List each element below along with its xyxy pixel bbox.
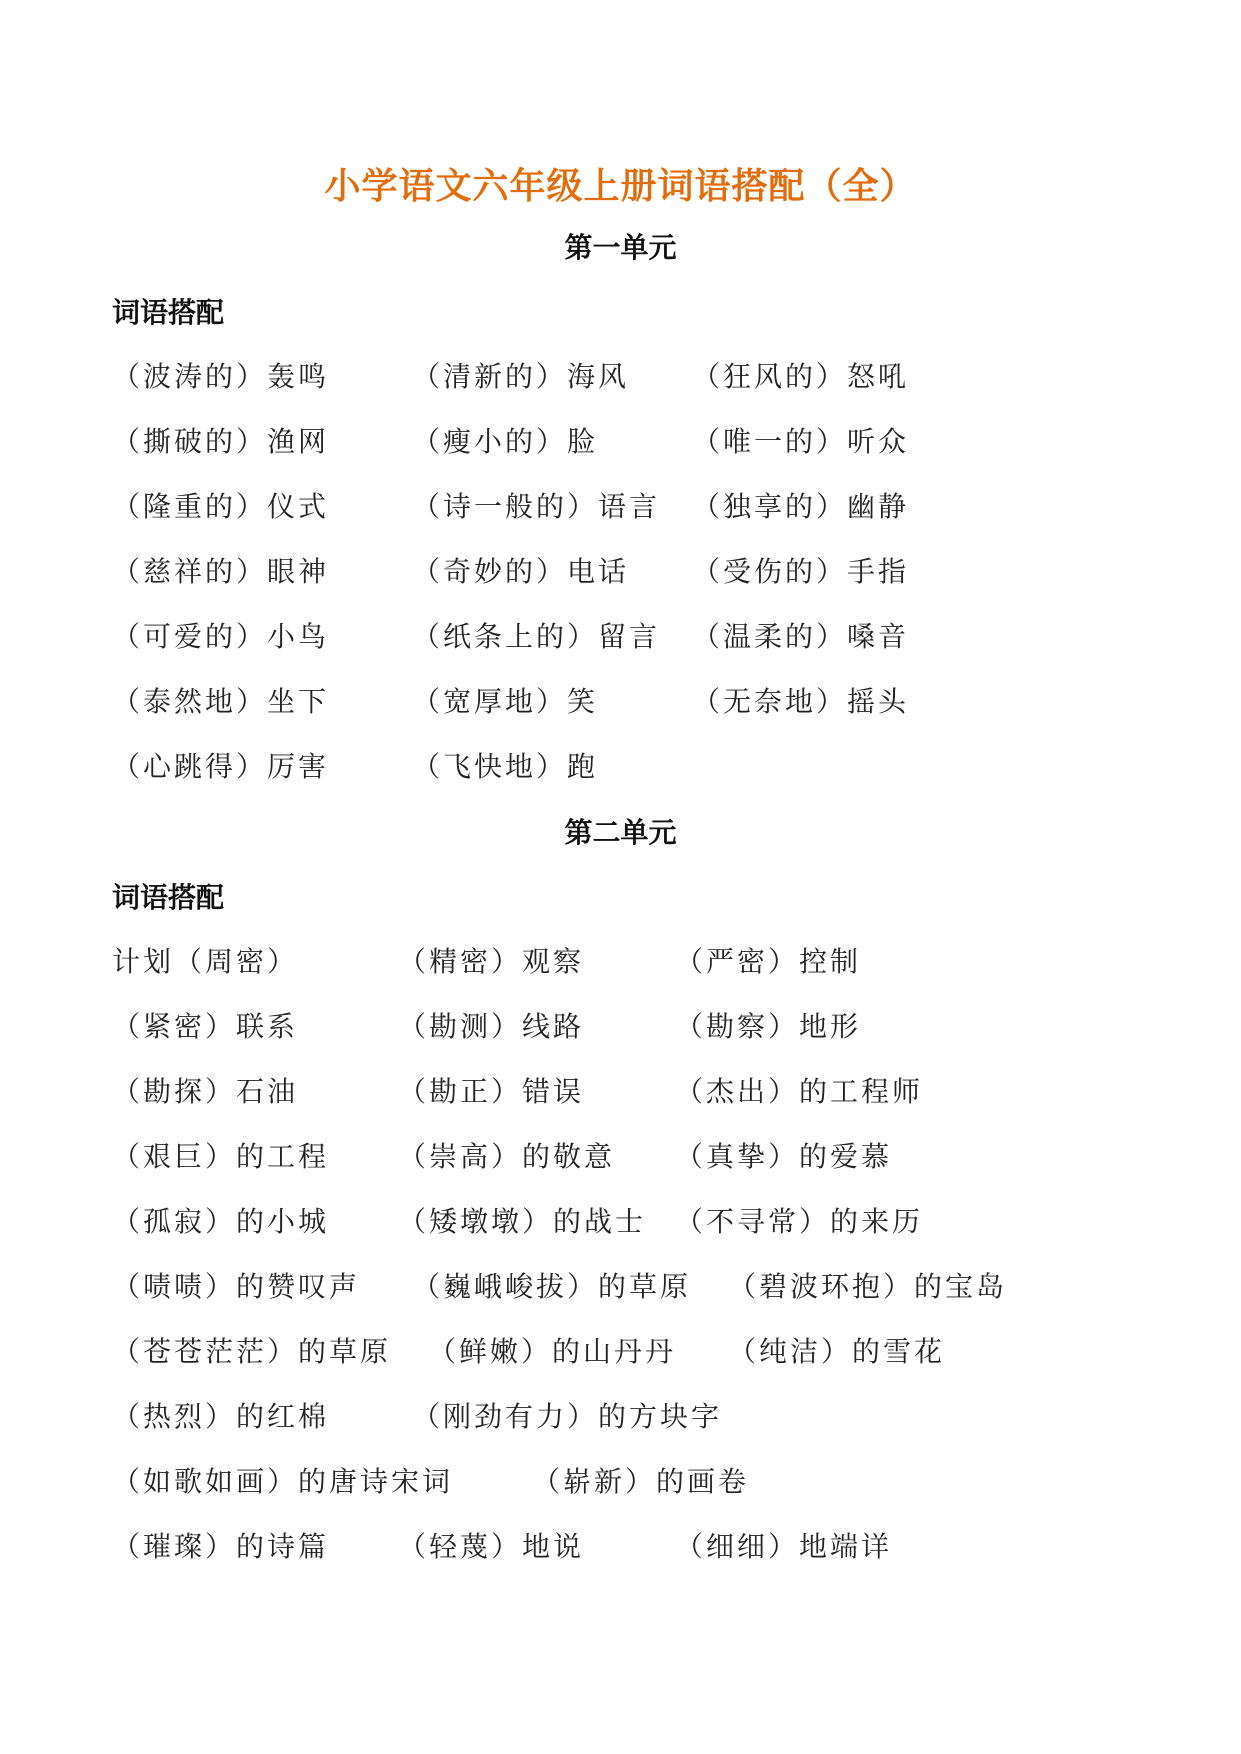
phrase: 计划（周密） [112, 945, 299, 978]
phrase: （崇高）的敬意 [398, 1140, 616, 1173]
unit-2-row [0, 1200, 1241, 1240]
unit-1-subheading: 词语搭配 [112, 296, 225, 329]
unit-2-subheading: 词语搭配 [112, 881, 225, 914]
phrase: （勘正）错误 [398, 1075, 585, 1108]
phrase: （严密）控制 [675, 945, 862, 978]
phrase: （碧波环抱）的宝岛 [728, 1270, 1008, 1303]
phrase: （轻蔑）地说 [398, 1530, 585, 1563]
unit-1-row [0, 550, 1241, 590]
phrase: （勘测）线路 [398, 1010, 585, 1043]
phrase: （瘦小的）脸 [412, 425, 599, 458]
phrase: （隆重的）仪式 [112, 490, 330, 523]
phrase: （紧密）联系 [112, 1010, 299, 1043]
unit-1-row [0, 680, 1241, 720]
phrase: （鲜嫩）的山丹丹 [428, 1335, 677, 1368]
phrase: （真挚）的爱慕 [675, 1140, 893, 1173]
phrase: （泰然地）坐下 [112, 685, 330, 718]
phrase: （如歌如画）的唐诗宋词 [112, 1465, 454, 1498]
phrase: （精密）观察 [398, 945, 585, 978]
unit-2-heading: 第二单元 [564, 816, 677, 849]
unit-1-row [0, 420, 1241, 460]
phrase: （可爱的）小鸟 [112, 620, 330, 653]
phrase: （唯一的）听众 [692, 425, 910, 458]
phrase: （狂风的）怒吼 [692, 360, 910, 393]
unit-2-row [0, 1005, 1241, 1045]
phrase: （诗一般的）语言 [412, 490, 661, 523]
unit-1-row [0, 355, 1241, 395]
phrase: （苍苍茫茫）的草原 [112, 1335, 392, 1368]
document-title: 小学语文六年级上册词语搭配（全） [324, 166, 917, 207]
phrase: （飞快地）跑 [412, 750, 599, 783]
phrase: （心跳得）厉害 [112, 750, 330, 783]
unit-1-row [0, 485, 1241, 525]
unit-2-row [0, 1265, 1241, 1305]
phrase: （崭新）的画卷 [532, 1465, 750, 1498]
phrase: （巍峨峻拔）的草原 [412, 1270, 692, 1303]
phrase: （宽厚地）笑 [412, 685, 599, 718]
unit-2-row [0, 1395, 1241, 1435]
phrase: （独享的）幽静 [692, 490, 910, 523]
unit-2-row [0, 1525, 1241, 1565]
phrase: （艰巨）的工程 [112, 1140, 330, 1173]
phrase: （孤寂）的小城 [112, 1205, 330, 1238]
phrase: （撕破的）渔网 [112, 425, 330, 458]
phrase: （受伤的）手指 [692, 555, 910, 588]
phrase: （勘探）石油 [112, 1075, 299, 1108]
phrase: （热烈）的红棉 [112, 1400, 330, 1433]
unit-1-row [0, 615, 1241, 655]
phrase: （慈祥的）眼神 [112, 555, 330, 588]
phrase: （清新的）海风 [412, 360, 630, 393]
unit-1-row [0, 745, 1241, 785]
unit-2-row [0, 1330, 1241, 1370]
unit-2-row [0, 940, 1241, 980]
phrase: （波涛的）轰鸣 [112, 360, 330, 393]
phrase: （杰出）的工程师 [675, 1075, 924, 1108]
phrase: （奇妙的）电话 [412, 555, 630, 588]
phrase: （啧啧）的赞叹声 [112, 1270, 361, 1303]
phrase: （刚劲有力）的方块字 [412, 1400, 723, 1433]
phrase: （细细）地端详 [675, 1530, 893, 1563]
phrase: （纯洁）的雪花 [728, 1335, 946, 1368]
phrase: （勘察）地形 [675, 1010, 862, 1043]
phrase: （不寻常）的来历 [675, 1205, 924, 1238]
unit-1-heading: 第一单元 [564, 231, 677, 264]
unit-2-row [0, 1135, 1241, 1175]
unit-2-row [0, 1460, 1241, 1500]
phrase: （纸条上的）留言 [412, 620, 661, 653]
phrase: （无奈地）摇头 [692, 685, 910, 718]
unit-2-row [0, 1070, 1241, 1110]
phrase: （温柔的）嗓音 [692, 620, 910, 653]
phrase: （矮墩墩）的战士 [398, 1205, 647, 1238]
phrase: （璀璨）的诗篇 [112, 1530, 330, 1563]
